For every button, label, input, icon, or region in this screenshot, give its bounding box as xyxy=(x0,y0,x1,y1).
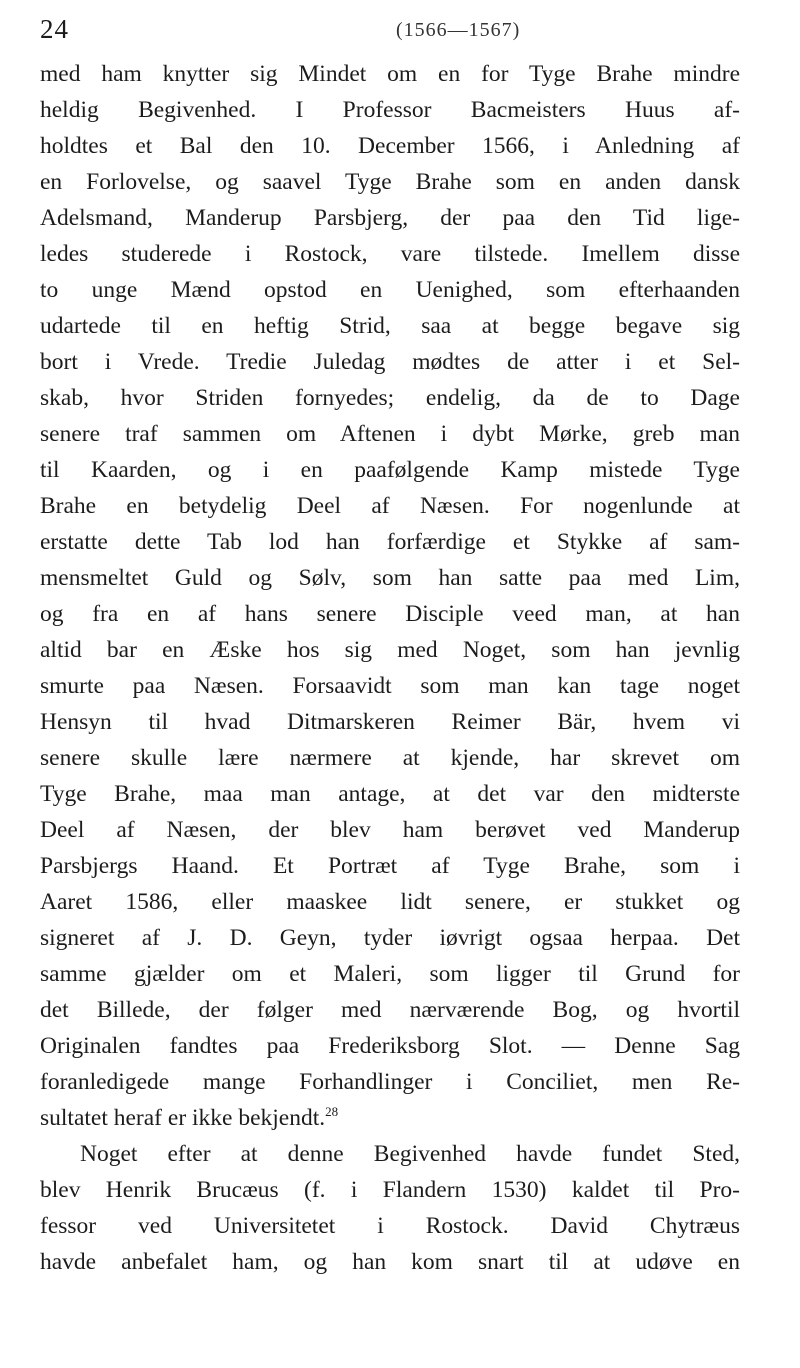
text-line: Tyge Brahe, maa man antage, at det var den midterste xyxy=(40,781,740,807)
body-text xyxy=(40,56,740,1280)
footnote-reference: 28 xyxy=(325,1104,339,1120)
text-line: signeret af J. D. Geyn, tyder iøvrigt ogsaa herpaa. Det xyxy=(40,925,740,951)
text-line: heldig Begivenhed. I Professor Bacmeisters Huus af- xyxy=(40,97,740,123)
text-line: to unge Mænd opstod en Uenighed, som efterhaanden xyxy=(40,277,740,303)
text-line: foranledigede mange Forhandlinger i Conciliet, men Re- xyxy=(40,1069,740,1095)
text-line-content: sultatet heraf er ikke bekjendt. xyxy=(40,1105,326,1131)
running-head: (1566—1567) xyxy=(396,19,521,41)
text-line: med ham knytter sig Mindet om en for Tyge Brahe mindre xyxy=(40,61,740,87)
text-line: skab, hvor Striden fornyedes; endelig, da de to Dage xyxy=(40,385,740,411)
text-line-with-footnote xyxy=(40,1100,740,1136)
text-line: Aaret 1586, eller maaskee lidt senere, er stukket og xyxy=(40,889,740,915)
text-line: Hensyn til hvad Ditmarskeren Reimer Bär, hvem vi xyxy=(40,709,740,735)
text-line: altid bar en Æske hos sig med Noget, som han jevnlig xyxy=(40,637,740,663)
text-line: erstatte dette Tab lod han forfærdige et Stykke af sam- xyxy=(40,529,740,555)
text-line: Brahe en betydelig Deel af Næsen. For nogenlunde at xyxy=(40,493,740,519)
text-line: bort i Vrede. Tredie Juledag mødtes de atter i et Sel- xyxy=(40,349,740,375)
text-line: ledes studerede i Rostock, vare tilstede. Imellem disse xyxy=(40,241,740,267)
text-line: udartede til en heftig Strid, saa at begge begave sig xyxy=(40,313,740,339)
page-number: 24 xyxy=(40,14,69,44)
text-line: fessor ved Universitetet i Rostock. David Chytræus xyxy=(40,1213,740,1239)
text-line: smurte paa Næsen. Forsaavidt som man kan tage noget xyxy=(40,673,740,699)
text-line: samme gjælder om et Maleri, som ligger til Grund for xyxy=(40,961,740,987)
paragraph-2 xyxy=(40,1136,740,1280)
text-line: senere skulle lære nærmere at kjende, har skrevet om xyxy=(40,745,740,771)
text-line: Parsbjergs Haand. Et Portræt af Tyge Brahe, som i xyxy=(40,853,740,879)
text-line: Originalen fandtes paa Frederiksborg Slot. — Denne Sag xyxy=(40,1033,740,1059)
text-line: og fra en af hans senere Disciple veed man, at han xyxy=(40,601,740,627)
text-line: Adelsmand, Manderup Parsbjerg, der paa den Tid lige- xyxy=(40,205,740,231)
page-header xyxy=(40,14,740,50)
paragraph-1 xyxy=(40,56,740,1136)
text-line: til Kaarden, og i en paafølgende Kamp mistede Tyge xyxy=(40,457,740,483)
text-line: mensmeltet Guld og Sølv, som han satte paa med Lim, xyxy=(40,565,740,591)
text-line: havde anbefalet ham, og han kom snart til at udøve en xyxy=(40,1249,740,1275)
text-line: senere traf sammen om Aftenen i dybt Mørke, greb man xyxy=(40,421,740,447)
text-line: holdtes et Bal den 10. December 1566, i Anledning af xyxy=(40,133,740,159)
text-line: Noget efter at denne Begivenhed havde fundet Sted, xyxy=(80,1141,740,1167)
text-line: blev Henrik Brucæus (f. i Flandern 1530) kaldet til Pro- xyxy=(40,1177,740,1203)
text-line: en Forlovelse, og saavel Tyge Brahe som en anden dansk xyxy=(40,169,740,195)
text-line: det Billede, der følger med nærværende Bog, og hvortil xyxy=(40,997,740,1023)
text-line: Deel af Næsen, der blev ham berøvet ved Manderup xyxy=(40,817,740,843)
